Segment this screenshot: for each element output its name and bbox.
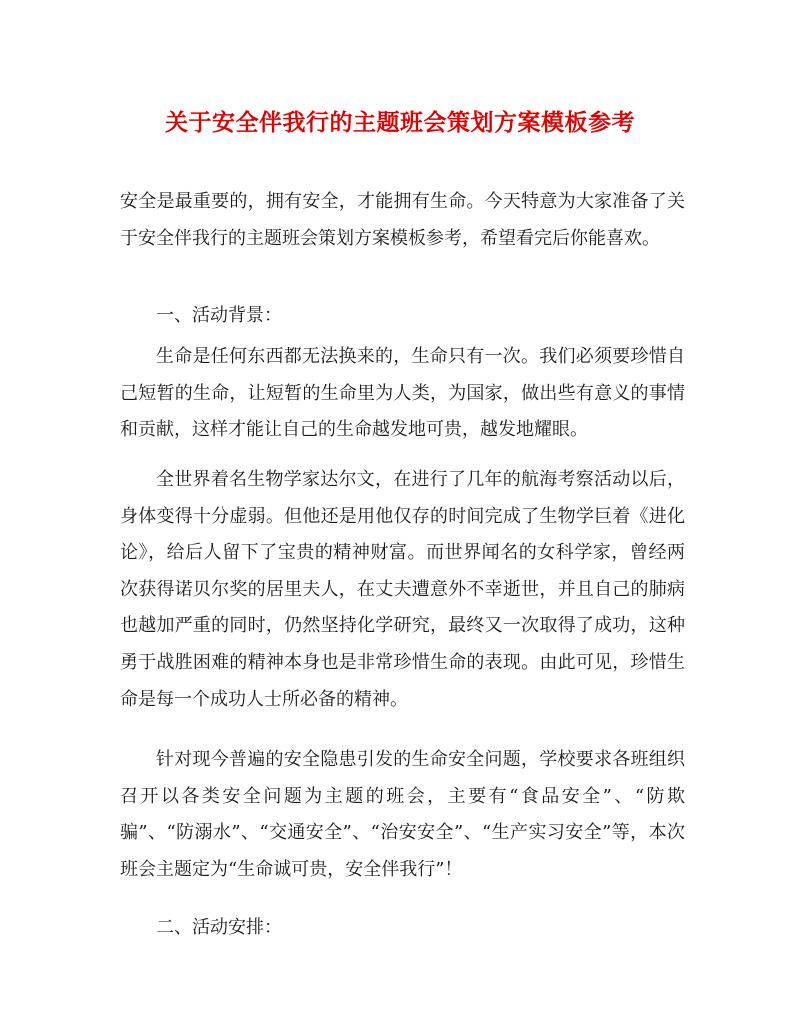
intro-paragraph: 安全是最重要的，拥有安全，才能拥有生命。今天特意为大家准备了关于安全伴我行的主题班会策划方案模板参考，希望看完后你能喜欢。 [120, 191, 685, 249]
document-title: 关于安全伴我行的主题班会策划方案模板参考 [165, 109, 635, 136]
paragraph-safety-topics: 针对现今普遍的安全隐患引发的生命安全问题，学校要求各班组织召开以各类安全问题为主题的班会，主要有“食品安全”、“防欺骗”、“防溺水”、“交通安全”、“治安安全”、“生产实习安全”等，本次班会主题定为“生命诚可贵，安全伴我行”！ [120, 749, 685, 880]
section-heading-arrangement: 二、活动安排： [156, 917, 282, 938]
section-heading-background: 一、活动背景： [156, 305, 282, 326]
paragraph-scientists: 全世界着名生物学家达尔文，在进行了几年的航海考察活动以后，身体变得十分虚弱。但他还是用他仅存的时间完成了生物学巨着《进化论》，给后人留下了宝贵的精神财富。而世界闻名的女科学家，曾经两次获得诺贝尔奖的居里夫人，在丈夫遭意外不幸逝世，并且自己的肺病也越加严重的同时，仍然坚持化学研究，最终又一次取得了成功，这种勇于战胜困难的精神本身也是非常珍惜生命的表现。由此可见，珍惜生命是每一个成功人士所必备的精神。 [120, 469, 685, 710]
paragraph-life-value: 生命是任何东西都无法换来的，生命只有一次。我们必须要珍惜自己短暂的生命，让短暂的生命里为人类，为国家，做出些有意义的事情和贡献，这样才能让自己的生命越发地可贵，越发地耀眼。 [120, 346, 685, 441]
